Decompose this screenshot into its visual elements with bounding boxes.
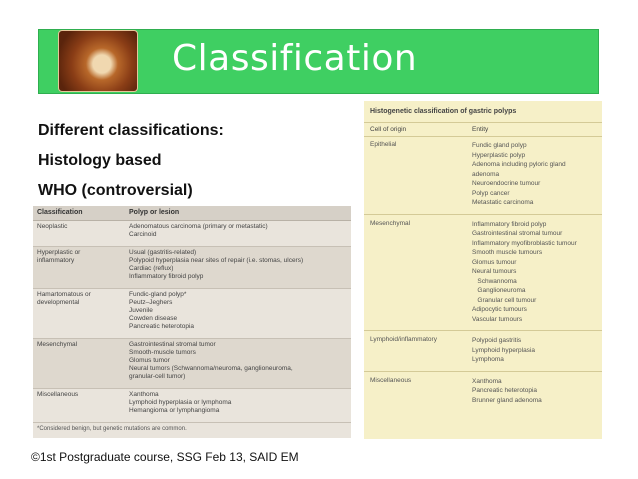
cell-text: granular-cell tumor) xyxy=(129,373,186,380)
entity-item: Pancreatic heterotopia xyxy=(472,387,538,394)
histogenetic-classification-table xyxy=(364,101,602,439)
entity-item: Brunner gland adenoma xyxy=(472,396,542,404)
cell-text: Mesenchymal xyxy=(37,341,78,348)
cell-text: Hamartomatous or xyxy=(37,291,91,298)
cell-text: Smooth-muscle tumors xyxy=(129,349,196,356)
entity-item: adenoma xyxy=(472,170,500,178)
cell-text: inflammatory xyxy=(37,257,75,264)
entity-item: Adipocytic tumours xyxy=(472,306,527,313)
entity-item: Smooth muscle tumours xyxy=(472,249,543,256)
entity-list xyxy=(472,377,542,406)
table-header xyxy=(33,206,351,221)
table-footnote: *Considered benign, but genetic mutations are common. xyxy=(37,426,187,432)
bullet-item: Different classifications: xyxy=(38,122,224,139)
cell-text: Pancreatic heterotopia xyxy=(129,323,195,330)
cell-text: Neoplastic xyxy=(37,223,68,230)
cell-text: Hyperplastic or xyxy=(37,249,81,256)
lesion-cell xyxy=(129,341,293,381)
entity-item: Hyperplastic polyp xyxy=(472,151,526,159)
header-entity: Entity xyxy=(472,126,489,133)
classification-cell xyxy=(37,391,78,399)
entity-item: Inflammatory fibroid polyp xyxy=(472,220,547,228)
lesion-cell xyxy=(129,291,194,331)
lesion-cell xyxy=(129,249,303,281)
copyright-footer: ©1st Postgraduate course, SSG Feb 13, SAID EM xyxy=(31,450,299,464)
cell-text: Carcinoid xyxy=(129,231,157,238)
cell-text: Hemangioma or lymphangioma xyxy=(129,407,220,414)
table-row xyxy=(33,339,351,389)
table-row xyxy=(33,389,351,423)
bullet-item: WHO (controversial) xyxy=(38,182,193,199)
who-classification-table xyxy=(33,206,351,438)
cell-text: Cardiac (reflux) xyxy=(129,265,174,272)
entity-item: Adenoma including pyloric gland xyxy=(472,161,566,168)
row-divider xyxy=(364,214,602,215)
classification-cell xyxy=(37,223,67,231)
classification-cell xyxy=(37,291,91,307)
cell-text: Miscellaneous xyxy=(37,391,79,398)
entity-item: Polypoid gastritis xyxy=(472,337,522,344)
lesion-cell xyxy=(129,391,231,415)
cell-text: Cowden disease xyxy=(129,315,178,322)
cell-text: Gastrointestinal stromal tumor xyxy=(129,341,216,348)
cell-of-origin: Miscellaneous xyxy=(370,376,412,384)
lesion-cell xyxy=(129,223,268,239)
slide-title: Classification xyxy=(172,38,418,79)
entity-item: Inflammatory myofibroblastic tumour xyxy=(472,239,577,247)
header-classification: Classification xyxy=(37,209,83,216)
cell-of-origin: Epithelial xyxy=(370,141,397,148)
entity-item: Glomus tumour xyxy=(472,258,517,266)
cell-text: Glomus tumor xyxy=(129,357,170,364)
entity-item: Vascular tumours xyxy=(472,315,523,323)
entity-item: Neural tumours xyxy=(472,268,517,275)
entity-item: Schwannoma xyxy=(472,277,517,285)
entity-item: Lymphoid hyperplasia xyxy=(472,346,535,354)
entity-item: Xanthoma xyxy=(472,377,502,385)
entity-item: Gastrointestinal stromal tumour xyxy=(472,230,563,237)
entity-list xyxy=(472,220,577,325)
endoscopy-image xyxy=(58,30,138,92)
table-row xyxy=(33,289,351,339)
table-row xyxy=(33,247,351,289)
cell-text: Neural tumors (Schwannoma/neuroma, ganglioneuroma, xyxy=(129,365,293,372)
entity-item: Fundic gland polyp xyxy=(472,142,527,149)
cell-text: Xanthoma xyxy=(129,391,159,398)
cell-of-origin: Mesenchymal xyxy=(370,219,411,227)
cell-text: Juvenile xyxy=(129,307,153,314)
entity-item: Ganglioneuroma xyxy=(472,287,526,294)
cell-text: developmental xyxy=(37,299,80,306)
cell-text: Lymphoid hyperplasia or lymphoma xyxy=(129,399,232,406)
row-divider xyxy=(364,371,602,372)
row-divider xyxy=(364,330,602,331)
entity-item: Metastatic carcinoma xyxy=(472,199,534,206)
header-cell-of-origin: Cell of origin xyxy=(370,126,407,133)
cell-text: Inflammatory fibroid polyp xyxy=(129,273,204,280)
entity-item: Polyp cancer xyxy=(472,189,510,197)
entity-item: Lymphoma xyxy=(472,356,504,363)
entity-item: Neuroendocrine tumour xyxy=(472,180,541,187)
cell-text: Fundic-gland polyp* xyxy=(129,291,187,298)
table-header xyxy=(364,122,602,137)
cell-of-origin: Lymphoid/inflammatory xyxy=(370,336,437,343)
cell-text: Polypoid hyperplasia near sites of repair (i.e. stomas, ulcers) xyxy=(129,257,304,264)
entity-item: Granular cell tumour xyxy=(472,296,537,304)
classification-cell xyxy=(37,341,77,349)
classification-cell xyxy=(37,249,80,265)
table-title: Histogenetic classification of gastric polyps xyxy=(370,108,517,115)
bullet-list xyxy=(38,116,224,206)
entity-list xyxy=(472,141,566,208)
bullet-item: Histology based xyxy=(38,152,162,169)
cell-text: Adenomatous carcinoma (primary or metastatic) xyxy=(129,223,268,230)
cell-text: Usual (gastritis-related) xyxy=(129,249,197,256)
cell-text: Peutz–Jeghers xyxy=(129,299,173,306)
table-row xyxy=(33,221,351,247)
entity-list xyxy=(472,336,535,365)
header-polyp-or-lesion: Polyp or lesion xyxy=(129,209,180,216)
